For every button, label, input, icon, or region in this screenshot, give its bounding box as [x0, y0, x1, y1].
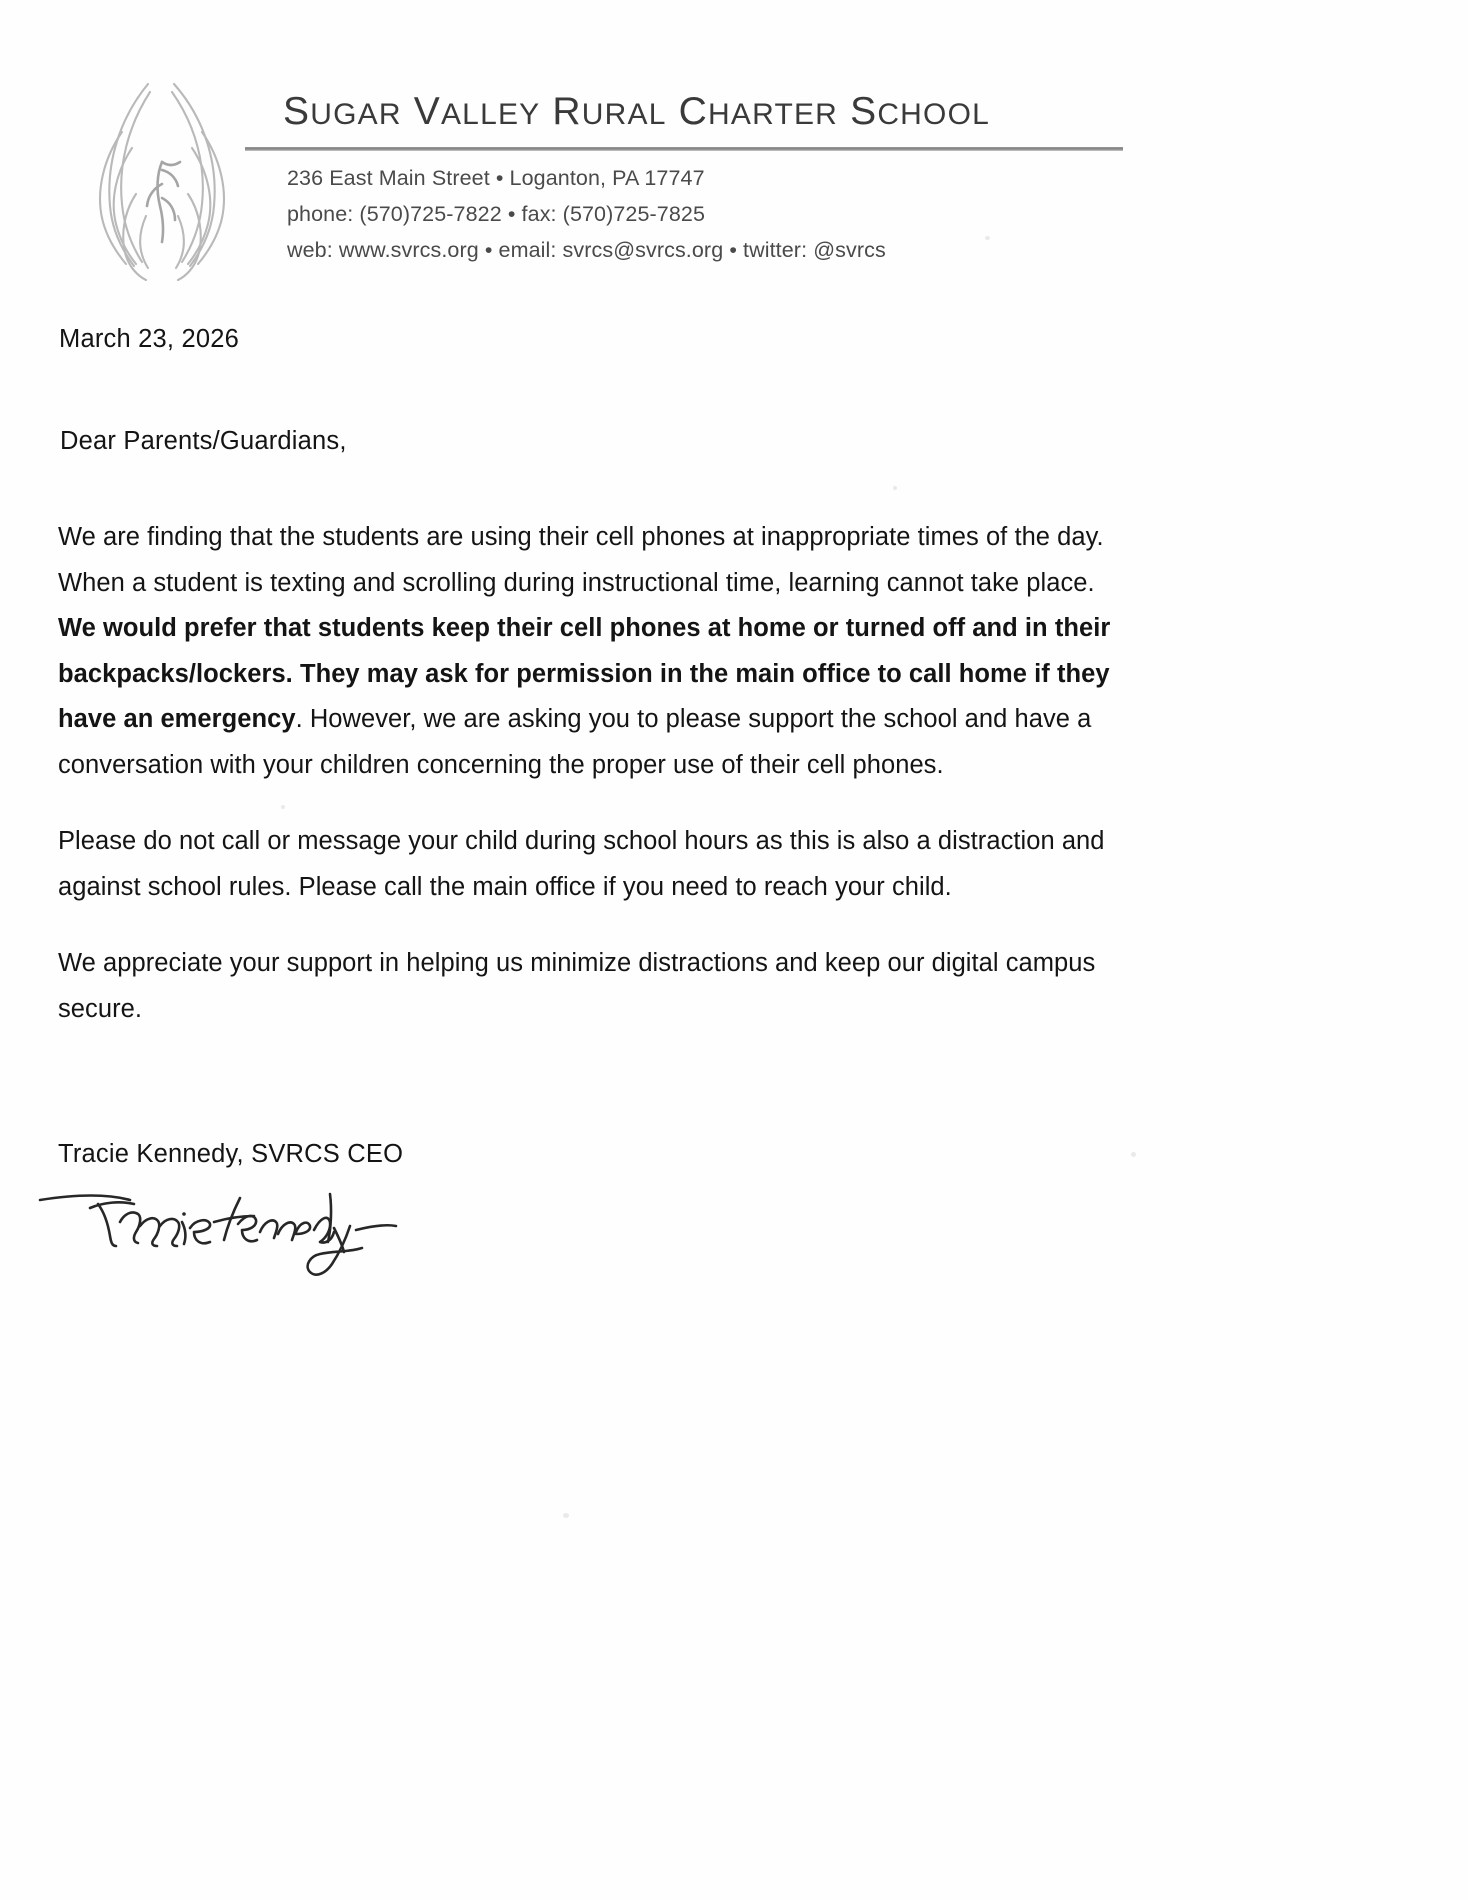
handwritten-signature	[38, 1174, 438, 1284]
signature-block	[58, 1140, 758, 1169]
scan-speckle	[1131, 1152, 1136, 1157]
paragraph-3: We appreciate your support in helping us minimize distractions and keep our digital campus secure.	[58, 949, 1096, 1023]
phone-fax-line: phone: (570)725-7822 • fax: (570)725-7825	[287, 202, 706, 226]
letter-salutation: Dear Parents/Guardians,	[60, 427, 347, 455]
paragraph-1-bold-emphasis: We would prefer that students keep their cell phones at home or turned off and in their backpacks/lockers. They may ask for permission in the main office to call home if they have an emergency	[58, 614, 1111, 733]
scan-speckle	[563, 1513, 569, 1518]
school-name-wordmark	[283, 92, 1163, 133]
scan-speckle	[985, 236, 990, 240]
letterhead-divider-rule	[245, 147, 1123, 151]
signer-name: Tracie Kennedy, SVRCS CEO	[58, 1140, 404, 1168]
letterhead	[0, 0, 1468, 300]
school-name-text: SUGAR VALLEY RURAL CHARTER SCHOOL	[283, 90, 990, 133]
scan-speckle	[893, 486, 897, 490]
paragraph-1-tail: . However, we are asking you to please support the school and have a conversation with your children concerning the proper use of their cell phones.	[58, 705, 1092, 779]
paragraph-1-lead: We are finding that the students are using their cell phones at inappropriate times of the day. When a student is texting and scrolling during instructional time, learning cannot take place.	[58, 523, 1104, 597]
letterhead-contact-info	[287, 160, 1187, 268]
paragraph-1	[58, 515, 1113, 788]
letter-paragraphs	[58, 515, 1113, 1032]
scan-speckle	[281, 805, 285, 809]
address-line: 236 East Main Street • Loganton, PA 17747	[287, 166, 705, 190]
web-email-twitter-line: web: www.svrcs.org • email: svrcs@svrcs.org • twitter: @svrcs	[287, 238, 886, 262]
letter-date: March 23, 2026	[59, 325, 239, 353]
paragraph-2: Please do not call or message your child during school hours as this is also a distraction and against school rules. Please call the main office if you need to reach your child.	[58, 827, 1105, 901]
phoenix-feather-logo-icon	[62, 66, 262, 281]
